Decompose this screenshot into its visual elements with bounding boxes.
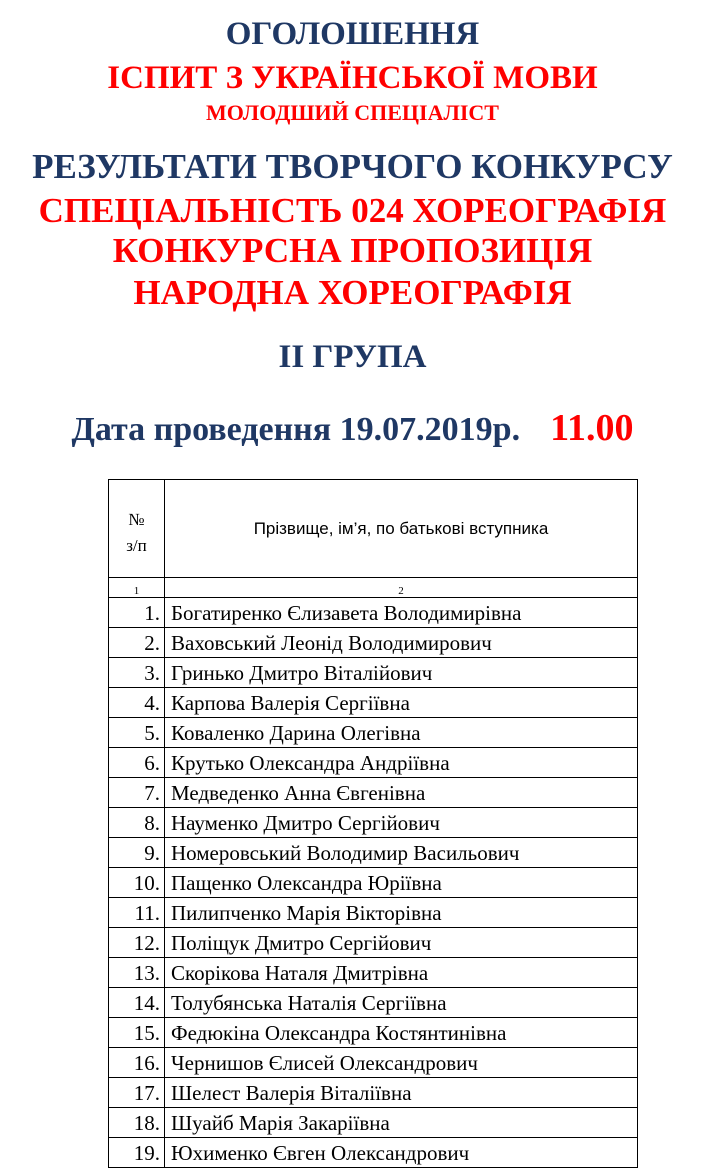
table-row [109,958,638,988]
applicant-name: Толубянська Наталія Сергіївна [165,988,638,1018]
applicant-name: Поліщук Дмитро Сергійович [165,928,638,958]
table-row [109,658,638,688]
table-row [109,1018,638,1048]
table-row [109,1078,638,1108]
applicant-name: Скорікова Наталя Дмитрівна [165,958,638,988]
row-number: 12. [109,928,165,958]
table-row [109,898,638,928]
row-number: 11. [109,898,165,928]
applicants-table [108,479,638,1168]
applicant-name: Номеровський Володимир Васильович [165,838,638,868]
applicant-name: Крутько Олександра Андріївна [165,748,638,778]
row-number: 18. [109,1108,165,1138]
column-index-1: 1 [109,578,165,598]
row-number: 5. [109,718,165,748]
column-index-row [109,578,638,598]
results-title: РЕЗУЛЬТАТИ ТВОРЧОГО КОНКУРСУ [32,147,673,186]
program-title: НАРОДНА ХОРЕОГРАФІЯ [133,273,572,312]
date-text: Дата проведення 19.07.2019р. [71,411,521,448]
row-number: 17. [109,1078,165,1108]
table-row [109,718,638,748]
applicant-name: Федюкіна Олександра Костянтинівна [165,1018,638,1048]
table-row [109,1048,638,1078]
table-row [109,778,638,808]
announcement-title: ОГОЛОШЕННЯ [225,16,480,52]
table-row [109,688,638,718]
table-header-row [109,480,638,578]
row-number: 14. [109,988,165,1018]
column-index-2: 2 [165,578,638,598]
time-text: 11.00 [550,407,634,449]
row-number: 19. [109,1138,165,1168]
group-title: ІІ ГРУПА [278,339,427,375]
row-number: 10. [109,868,165,898]
ordinal-abbrev: з/п [126,535,147,555]
applicant-name: Чернишов Єлисей Олександрович [165,1048,638,1078]
row-number: 6. [109,748,165,778]
applicant-name: Шуайб Марія Закаріївна [165,1108,638,1138]
name-column-header: Прізвище, ім’я, по батькові вступника [165,480,638,578]
applicant-name: Коваленко Дарина Олегівна [165,718,638,748]
applicant-name: Богатиренко Єлизавета Володимирівна [165,598,638,628]
applicant-name: Ваховський Леонід Володимирович [165,628,638,658]
number-symbol: № [128,509,145,529]
table-row [109,928,638,958]
table-row [109,868,638,898]
row-number: 15. [109,1018,165,1048]
table-row [109,748,638,778]
row-number: 8. [109,808,165,838]
applicant-name: Юхименко Євген Олександрович [165,1138,638,1168]
row-number: 1. [109,598,165,628]
exam-title: ІСПИТ З УКРАЇНСЬКОЇ МОВИ [107,60,598,96]
applicant-name: Медведенко Анна Євгенівна [165,778,638,808]
row-number: 4. [109,688,165,718]
number-column-header [109,480,165,578]
table-row [109,628,638,658]
applicant-name: Карпова Валерія Сергіївна [165,688,638,718]
applicant-name: Пащенко Олександра Юріївна [165,868,638,898]
row-number: 3. [109,658,165,688]
table-row [109,598,638,628]
row-number: 2. [109,628,165,658]
row-number: 7. [109,778,165,808]
proposal-title: КОНКУРСНА ПРОПОЗИЦІЯ [112,231,593,270]
applicant-name: Гринько Дмитро Віталійович [165,658,638,688]
row-number: 13. [109,958,165,988]
row-number: 9. [109,838,165,868]
applicant-name: Шелест Валерія Віталіївна [165,1078,638,1108]
table-row [109,808,638,838]
specialty-title: СПЕЦІАЛЬНІСТЬ 024 ХОРЕОГРАФІЯ [38,191,667,230]
level-subtitle: МОЛОДШИЙ СПЕЦІАЛІСТ [206,100,499,125]
applicant-name: Пилипченко Марія Вікторівна [165,898,638,928]
table-row [109,838,638,868]
table-row [109,1138,638,1168]
table-row [109,988,638,1018]
date-line [0,405,705,453]
applicant-name: Науменко Дмитро Сергійович [165,808,638,838]
table-row [109,1108,638,1138]
row-number: 16. [109,1048,165,1078]
